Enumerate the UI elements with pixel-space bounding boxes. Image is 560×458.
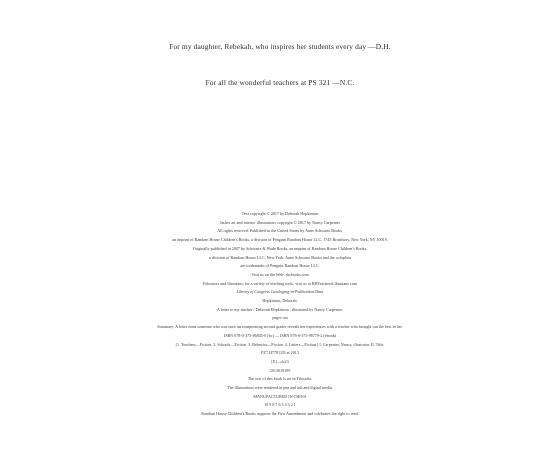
text-copyright-line: Text copyright © 2017 by Deborah Hopkinson	[241, 211, 319, 216]
educators-line: Educators and librarians, for a variety of teaching tools, visit us at RHTeachersLibrarians.com	[203, 280, 357, 286]
original-publication-line: Originally published in 2007 by Schwartz & Wade Books, an imprint of Random House Children's Books,	[192, 245, 368, 251]
publisher-imprint-line: an imprint of Random House Children's Books, a division of Penguin Random House LLC, 1745 Broadway, New York, NY 10019.	[172, 237, 388, 243]
subjects-line: [1. Teachers—Fiction. 2. Schools—Fiction. 3. Behavior—Fiction. 4. Letters—Fiction.] I. Carpenter, Nancy, illustrator. II. Title.	[175, 341, 385, 347]
cip-author: Hopkinson, Deborah.	[262, 298, 298, 304]
dedication-illustrator: For all the wonderful teachers at PS 321 —N.C.	[205, 78, 355, 87]
manufactured-line: MANUFACTURED IN CHINA	[253, 393, 307, 399]
cip-heading: Library of Congress Cataloging-in-Publication Data	[236, 289, 324, 295]
website-line: Visit us on the Web! rhcbooks.com	[251, 271, 309, 277]
illustration-medium-line: The illustrations were rendered in pen and ink and digital media.	[227, 385, 333, 391]
rights-line: All rights reserved. Published in the United States by Anne Schwartz Books,	[217, 228, 343, 234]
trademark-line: are trademarks of Penguin Random House LLC.	[240, 263, 320, 269]
printing-line: 10 9 8 7 6 5 4 3 2 1	[264, 402, 296, 408]
art-copyright-line: Jacket art and interior illustrations copyright © 2017 by Nancy Carpenter	[220, 219, 340, 225]
lccn-line: 2013018199	[269, 367, 291, 373]
dedication-author: For my daughter, Rebekah, who inspires her students every day —D.H.	[169, 42, 391, 51]
isbn-line: ISBN 978-0-375-86845-0 (hc) — ISBN 978-0-375-98770-2 (ebook)	[223, 332, 337, 338]
first-amendment-line: Random House Children's Books supports the First Amendment and celebrates the right to read.	[201, 411, 359, 417]
cip-pages: pages cm	[272, 315, 288, 321]
cip-title: A letter to my teacher / Deborah Hopkinson ; illustrated by Nancy Carpenter.	[216, 306, 344, 312]
dewey-line: [E]—dc23	[271, 358, 289, 364]
typeface-line: The text of this book is set in Filosofia.	[247, 376, 313, 382]
copyright-block	[0, 210, 560, 419]
call-number-line: PZ7.H778125Let 2013	[261, 350, 299, 356]
cip-summary: Summary: A letter from someone who was once an exasperating second grader reveals her experiences with a teacher who brought out the best in her.	[157, 324, 403, 330]
division-line: a division of Random House LLC, New York. Anne Schwartz Books and the colophon	[209, 254, 351, 260]
